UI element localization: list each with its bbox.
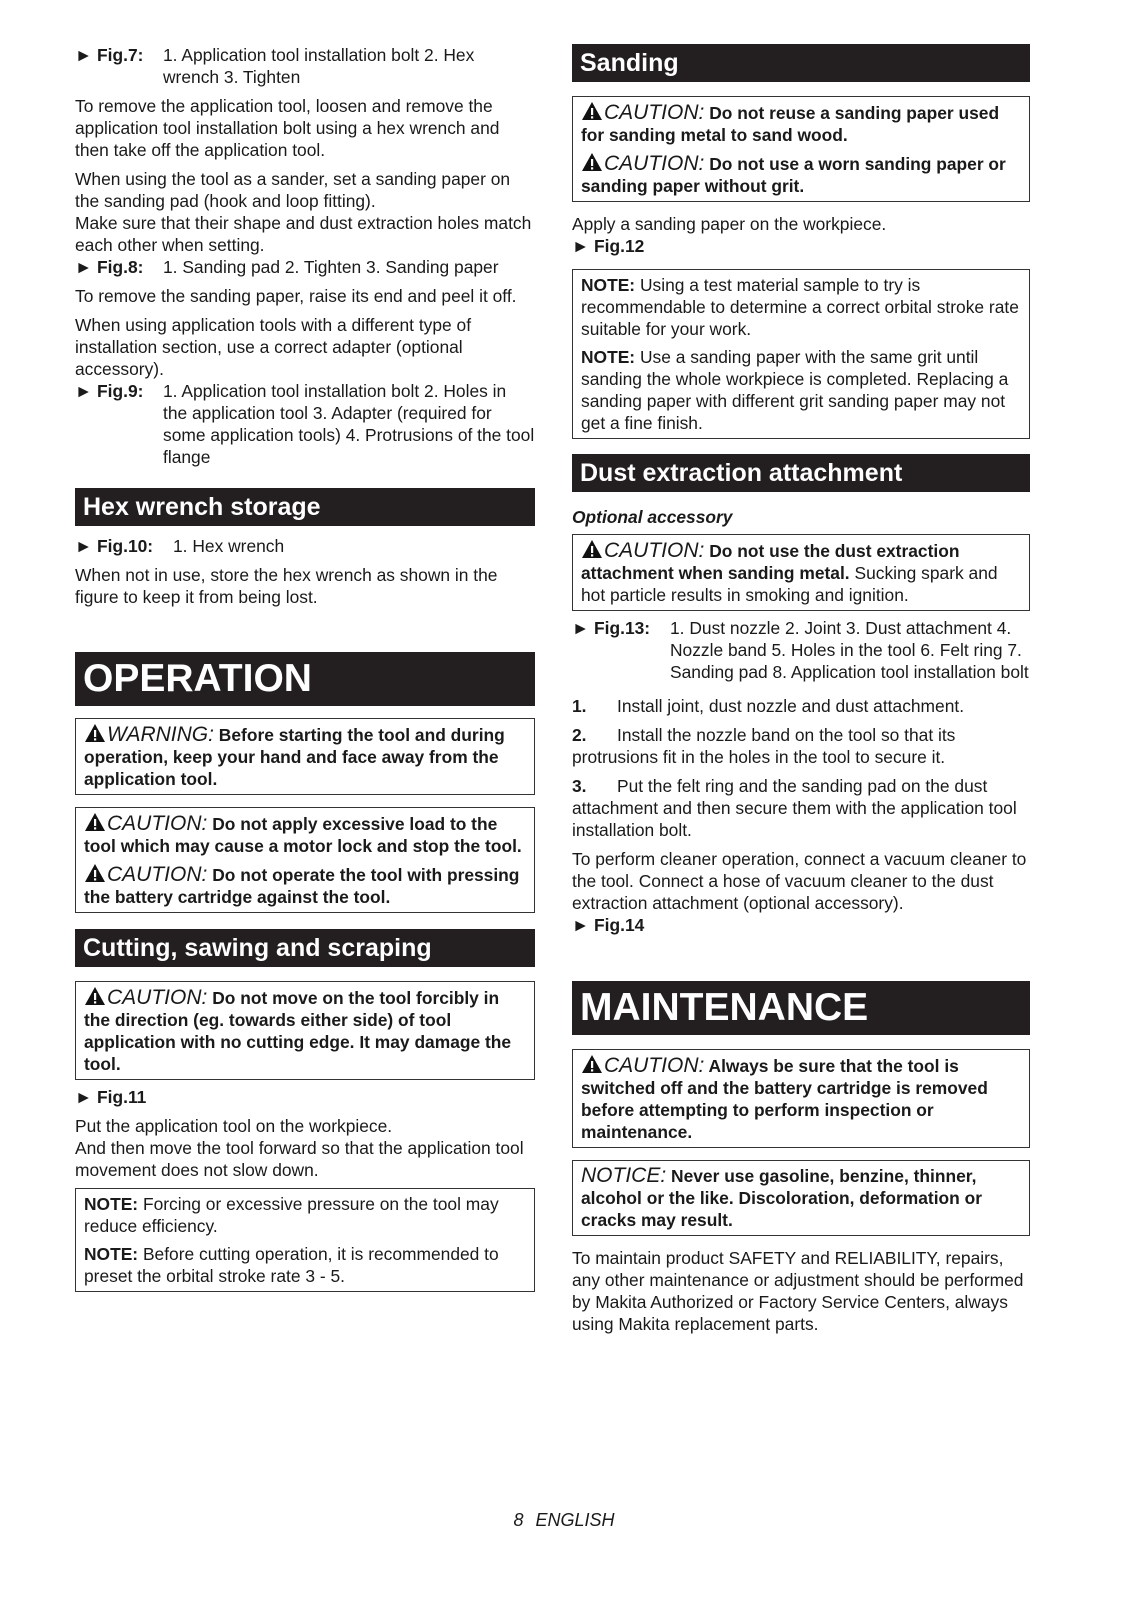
page-number: 8	[513, 1510, 524, 1530]
paragraph-cleaner: To perform cleaner operation, connect a vacuum cleaner to the tool. Connect a hose of vacuum cleaner to the dust extraction attachment (optional accessory).	[572, 849, 1027, 913]
step-1: 1. Install joint, dust nozzle and dust attachment.	[572, 696, 965, 716]
page-language: ENGLISH	[535, 1510, 615, 1530]
caution-box-cutting: CAUTION: Do not move on the tool forcibly in the direction (eg. towards either side) of tool application with no cutting edge. It may damage the tool.	[75, 981, 535, 1080]
caution-triangle-icon	[84, 812, 106, 832]
heading-dust-extraction: Dust extraction attachment	[572, 454, 1030, 492]
caution-box-dust: CAUTION: Do not use the dust extraction attachment when sanding metal. Sucking spark and hot particle results in smoking and ignition.	[572, 534, 1030, 611]
warning-triangle-icon	[84, 723, 106, 743]
right-column	[572, 44, 1030, 1342]
paragraph-sander-1: When using the tool as a sander, set a sanding paper on the sanding pad (hook and loop fitting).	[75, 169, 511, 211]
heading-maintenance: MAINTENANCE	[572, 981, 1030, 1035]
caution-triangle-icon	[84, 863, 106, 883]
caution-box-sanding: CAUTION: Do not reuse a sanding paper used for sanding metal to sand wood. CAUTION: Do not use a worn sanding paper or sanding paper without grit.	[572, 96, 1030, 202]
fig9-caption: ► Fig.9: 1. Application tool installation bolt 2. Holes in the application tool 3. Adapter (required for some application tools) 4. Protrusions of the tool flange	[75, 381, 535, 467]
paragraph-put-tool-2: And then move the tool forward so that the application tool movement does not slow down.	[75, 1138, 524, 1180]
paragraph-adapter: When using application tools with a different type of installation section, use a correct adapter (optional accessory).	[75, 315, 472, 379]
fig7-caption: ► Fig.7: 1. Application tool installation bolt 2. Hex wrench 3. Tighten	[75, 45, 475, 87]
page-footer	[0, 1509, 1128, 1531]
paragraph-hex-store: When not in use, store the hex wrench as shown in the figure to keep it from being lost.	[75, 565, 498, 607]
fig8-caption: ► Fig.8: 1. Sanding pad 2. Tighten 3. Sanding paper	[75, 257, 499, 277]
heading-operation: OPERATION	[75, 652, 535, 706]
warning-box: WARNING: Before starting the tool and during operation, keep your hand and face away from the application tool.	[75, 718, 535, 795]
heading-hex-wrench-storage: Hex wrench storage	[75, 488, 535, 526]
fig14-caption: ► Fig.14	[572, 915, 645, 935]
left-column	[75, 44, 535, 1292]
caution-triangle-icon	[581, 152, 603, 172]
paragraph-remove-paper: To remove the sanding paper, raise its end and peel it off.	[75, 286, 517, 306]
notice-box: NOTICE: Never use gasoline, benzine, thinner, alcohol or the like. Discoloration, deformation or cracks may result.	[572, 1160, 1030, 1236]
paragraph-put-tool-1: Put the application tool on the workpiece.	[75, 1116, 393, 1136]
fig12-caption: ► Fig.12	[572, 236, 645, 256]
fig11-caption: ► Fig.11	[75, 1087, 147, 1107]
paragraph-maintain: To maintain product SAFETY and RELIABILITY, repairs, any other maintenance or adjustment should be performed by Makita Authorized or Factory Service Centers, always using Makita replacement parts.	[572, 1248, 1024, 1334]
fig13-caption: ► Fig.13: 1. Dust nozzle 2. Joint 3. Dust attachment 4. Nozzle band 5. Holes in the tool 6. Felt ring 7. Sanding pad 8. Application tool installation bolt	[572, 618, 1029, 682]
step-3: 3. Put the felt ring and the sanding pad on the dust attachment and then secure them with the application tool installation bolt.	[572, 776, 1017, 840]
step-2: 2. Install the nozzle band on the tool so that its protrusions fit in the holes in the tool to secure it.	[572, 725, 956, 767]
caution-box-maintenance: CAUTION: Always be sure that the tool is switched off and the battery cartridge is removed before attempting to perform inspection or maintenance.	[572, 1049, 1030, 1148]
heading-cutting-sawing-scraping: Cutting, sawing and scraping	[75, 929, 535, 967]
caution-triangle-icon	[581, 539, 603, 559]
paragraph-remove-tool: To remove the application tool, loosen and remove the application tool installation bolt using a hex wrench and then take off the application tool.	[75, 96, 500, 160]
caution-triangle-icon	[581, 101, 603, 121]
fig10-caption: ► Fig.10: 1. Hex wrench	[75, 536, 285, 556]
paragraph-sander-2: Make sure that their shape and dust extraction holes match each other when setting.	[75, 213, 532, 255]
caution-box-operation: CAUTION: Do not apply excessive load to the tool which may cause a motor lock and stop the tool. CAUTION: Do not operate the tool with pressing the battery cartridge against the tool.	[75, 807, 535, 913]
note-box-sanding: NOTE: Using a test material sample to try is recommendable to determine a correct orbital stroke rate suitable for your work. NOTE: Use a sanding paper with the same grit until sanding the whole workpiece is completed. Replacing a sanding paper with different grit sanding paper may not get a fine finish.	[572, 269, 1030, 439]
note-box-cutting: NOTE: Forcing or excessive pressure on the tool may reduce efficiency. NOTE: Before cutting operation, it is recommended to preset the orbital stroke rate 3 - 5.	[75, 1188, 535, 1292]
paragraph-apply-paper: Apply a sanding paper on the workpiece.	[572, 214, 887, 234]
caution-triangle-icon	[581, 1054, 603, 1074]
caution-triangle-icon	[84, 986, 106, 1006]
optional-accessory-label: Optional accessory	[572, 507, 733, 527]
heading-sanding: Sanding	[572, 44, 1030, 82]
